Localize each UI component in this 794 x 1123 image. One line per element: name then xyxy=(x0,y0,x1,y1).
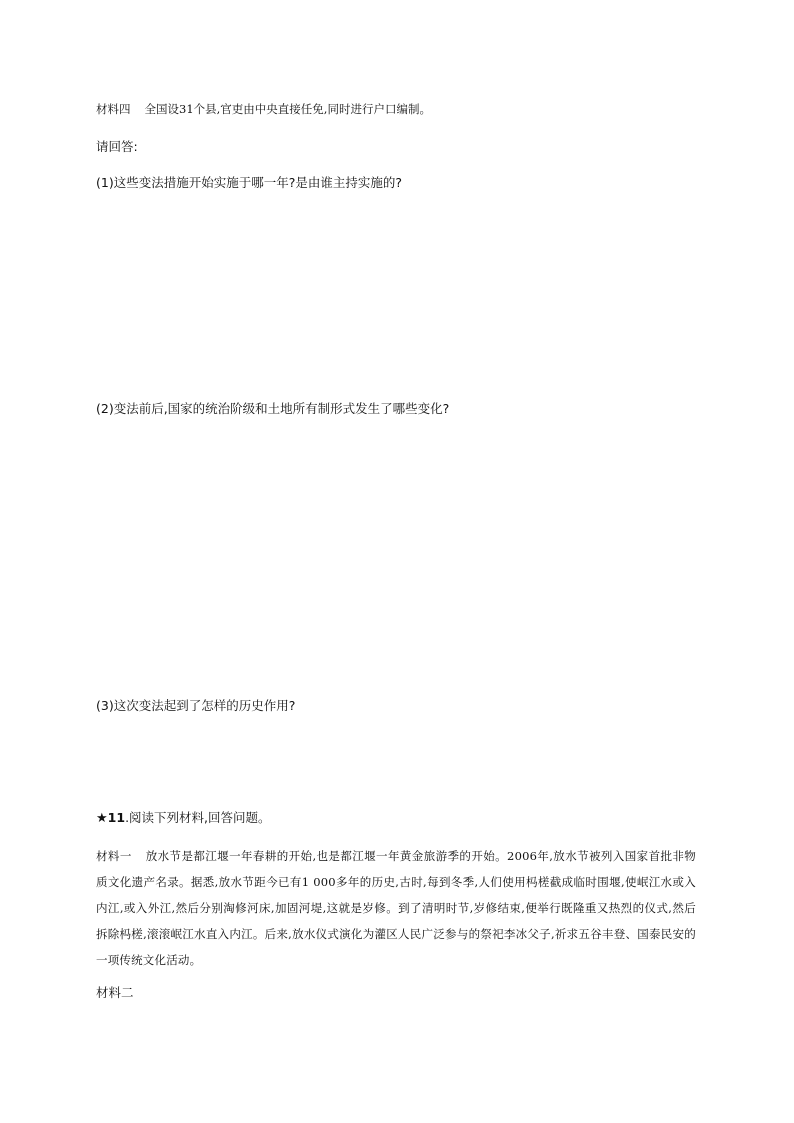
star-icon: ★ xyxy=(96,811,108,826)
material4-line xyxy=(96,100,431,118)
answer-prompt: 请回答: xyxy=(96,139,138,154)
question-11-title: .阅读下列材料,回答问题。 xyxy=(125,810,271,825)
material1-label: 材料一 xyxy=(96,849,132,863)
question-1: (1)这些变法措施开始实施于哪一年?是由谁主持实施的? xyxy=(96,175,402,190)
material4-label: 材料四 xyxy=(96,102,131,116)
question-11-heading xyxy=(96,809,271,828)
material1-text: 放水节是都江堰一年春耕的开始,也是都江堰一年黄金旅游季的开始。2006年,放水节被列入国家首批非物质文化遗产名录。据悉,放水节距今已有1 000多年的历史,古时,每到冬季,人们使用杩槎截成临时围堰,使岷江水或入内江,或入外江,然后分别淘修河床,加固河堤,这就是岁修。到了清明时节,岁修结束,便举行既隆重又热烈的仪式,然后拆除杩槎,滚滚岷江水直入内江。后来,放水仪式演化为灌区人民广泛参与的祭祀李冰父子,祈求五谷丰登、国泰民安的一项传统文化活动。 xyxy=(96,849,696,967)
question-2: (2)变法前后,国家的统治阶级和土地所有制形式发生了哪些变化? xyxy=(96,401,450,416)
material2-label: 材料二 xyxy=(96,985,134,1000)
material1-paragraph xyxy=(96,843,696,973)
question-number: 11 xyxy=(107,810,126,825)
question-3: (3)这次变法起到了怎样的历史作用? xyxy=(96,698,296,713)
material4-text: 全国设31个县,官吏由中央直接任免,同时进行户口编制。 xyxy=(144,102,431,116)
